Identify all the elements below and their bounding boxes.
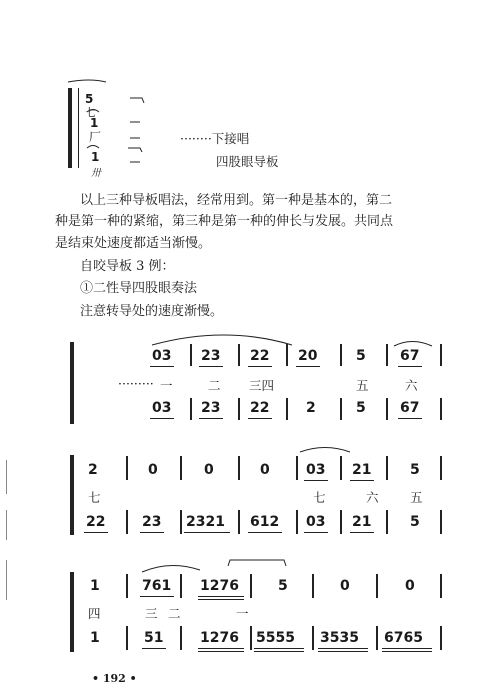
top-note: 1 [91, 150, 100, 164]
cue-text: ········下接唱 [180, 131, 250, 146]
bar-line [440, 626, 442, 650]
lyric: 五 [356, 378, 369, 393]
note: 612 [250, 514, 280, 530]
paragraph-line: ①二性导四股眼奏法 [80, 281, 198, 296]
note: 03 [152, 400, 172, 416]
paragraph-line: 是结束处速度都适当渐慢。 [55, 236, 212, 251]
note: 21 [352, 462, 372, 478]
margin-mark [6, 460, 7, 494]
underline [140, 596, 174, 597]
underline [318, 648, 368, 649]
note: 2 [88, 462, 98, 478]
note: 6765 [384, 630, 423, 646]
paragraph-line: 种是第一种的紧缩，第三种是第一种的伸长与发展。共同点 [55, 214, 394, 229]
note: 1276 [200, 630, 239, 646]
lyric: 二 [168, 606, 181, 621]
bar-line [126, 626, 128, 650]
lyric: 二 [208, 378, 221, 393]
underline [382, 648, 432, 649]
note: 20 [298, 348, 318, 364]
lyric: 六 [366, 490, 379, 505]
top-note: 1 [90, 116, 99, 130]
underline [142, 648, 166, 649]
note: 0 [260, 462, 270, 478]
note: 0 [405, 578, 415, 594]
note: 67 [400, 348, 420, 364]
bar-line [180, 626, 182, 650]
bar-line [440, 574, 442, 598]
top-note: 5 [85, 92, 94, 106]
top-note: 厂 [89, 130, 102, 144]
note: 22 [250, 400, 270, 416]
underline [198, 599, 244, 600]
lyric: 六 [405, 378, 418, 393]
bar-line [376, 574, 378, 598]
lyric: 一 [236, 606, 249, 621]
name-text: 四股眼导板 [216, 154, 279, 169]
note: 761 [142, 578, 172, 594]
bar-line [250, 574, 252, 598]
note: 1 [90, 630, 100, 646]
top-note: 卅 [91, 168, 101, 179]
note: 5 [356, 400, 366, 416]
note: 03 [306, 462, 326, 478]
lyric: 五 [410, 490, 423, 505]
paragraph-line: 自咬导板 3 例： [80, 259, 175, 274]
lyric: 七 [88, 490, 101, 505]
bar-line [126, 574, 128, 598]
bar-line [312, 574, 314, 598]
underline [198, 648, 244, 649]
note: 5 [356, 348, 366, 364]
note: 1276 [200, 578, 239, 594]
lyric: 一 [160, 378, 173, 393]
note: 23 [201, 348, 221, 364]
bar-line [180, 574, 182, 598]
lyric: 三 [145, 606, 158, 621]
bar-line [376, 626, 378, 650]
underline [382, 651, 432, 652]
note: 51 [144, 630, 164, 646]
paragraph-line: 注意转导处的速度渐慢。 [80, 304, 224, 319]
page-number: • 192 • [92, 672, 137, 685]
note: 5 [410, 514, 420, 530]
note: 03 [152, 348, 172, 364]
note: 0 [148, 462, 158, 478]
note: 03 [306, 514, 326, 530]
bar-line [250, 626, 252, 650]
underline [318, 651, 368, 652]
note: 23 [201, 400, 221, 416]
margin-mark [6, 510, 7, 540]
lyric: 三四 [249, 378, 275, 393]
note: 22 [86, 514, 106, 530]
note: 5 [410, 462, 420, 478]
note: 3535 [320, 630, 359, 646]
note: 67 [400, 400, 420, 416]
margin-mark [6, 560, 7, 600]
note: 2 [306, 400, 316, 416]
paragraph-line: 以上三种导板唱法，经常用到。第一种是基本的，第二 [80, 193, 393, 208]
underline [198, 651, 244, 652]
note: 2321 [186, 514, 225, 530]
lyric: 七 [313, 490, 326, 505]
note: 0 [204, 462, 214, 478]
note: 5555 [256, 630, 295, 646]
note: 0 [340, 578, 350, 594]
lyric: 四 [88, 606, 101, 621]
top-note: 七 [85, 106, 96, 119]
note: 5 [278, 578, 288, 594]
underline [198, 596, 244, 597]
note: 22 [250, 348, 270, 364]
dotted-lead: ········· [118, 376, 154, 391]
note: 21 [352, 514, 372, 530]
underline [254, 648, 304, 649]
note: 23 [142, 514, 162, 530]
bar-line [312, 626, 314, 650]
underline [254, 651, 304, 652]
note: 1 [90, 578, 100, 594]
